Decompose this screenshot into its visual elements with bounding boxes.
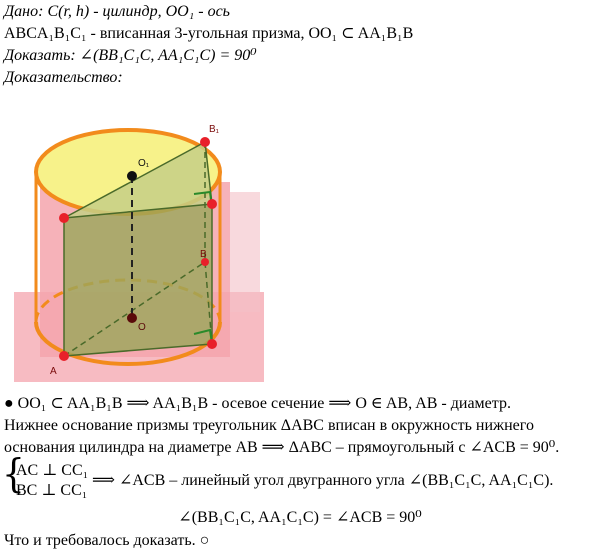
proof-step-2b: основания цилиндра на диаметре AB ⟹ ΔABC – прямоугольный с ∠ACB = 90⁰. bbox=[4, 439, 560, 456]
proof-step-1: ● OO₁ ⊂ AA₁B₁B ⟹ AA₁B₁B - осевое сечение ⟹ O ∈ AB, AB - диаметр. bbox=[4, 395, 511, 412]
point-b1 bbox=[200, 137, 210, 147]
label-o1: O₁ bbox=[138, 158, 150, 169]
conclusion: ∠(BB₁C₁C, AA₁C₁C) = ∠ACB = 90⁰ bbox=[178, 509, 422, 526]
given-line-1: Дано: C(r, h) - цилиндр, OO₁ - ось bbox=[4, 3, 230, 20]
point-o1 bbox=[127, 171, 137, 181]
point-a1 bbox=[59, 213, 69, 223]
system-bottom: BC ⊥ CC₁ bbox=[16, 482, 88, 499]
point-a bbox=[59, 351, 69, 361]
prove-statement: Доказать: ∠(BB₁C₁C, AA₁C₁C) = 90⁰ bbox=[4, 47, 257, 64]
system-result: ⟹ ∠ACB – линейный угол двугранного угла ∠(BB₁C₁C, AA₁C₁C). bbox=[92, 472, 554, 489]
system-brace: { bbox=[2, 451, 25, 497]
label-b1: B₁ bbox=[209, 124, 220, 135]
label-a: A bbox=[50, 366, 57, 377]
given-line-2: ABCA₁B₁C₁ - вписанная 3-угольная призма, OO₁ ⊂ AA₁B₁B bbox=[4, 25, 414, 42]
prism-face-front bbox=[64, 204, 212, 356]
label-b: B bbox=[200, 249, 207, 260]
proof-step-2a: Нижнее основание призмы треугольник ΔABC вписан в окружность нижнего bbox=[4, 417, 534, 434]
cylinder-prism-figure bbox=[0, 112, 270, 392]
label-o: O bbox=[138, 322, 146, 333]
system-top: AC ⊥ CC₁ bbox=[16, 462, 89, 479]
point-o bbox=[127, 313, 137, 323]
proof-heading: Доказательство: bbox=[4, 69, 123, 86]
point-c1 bbox=[207, 199, 217, 209]
qed: Что и требовалось доказать. ○ bbox=[4, 532, 210, 549]
point-c bbox=[207, 339, 217, 349]
